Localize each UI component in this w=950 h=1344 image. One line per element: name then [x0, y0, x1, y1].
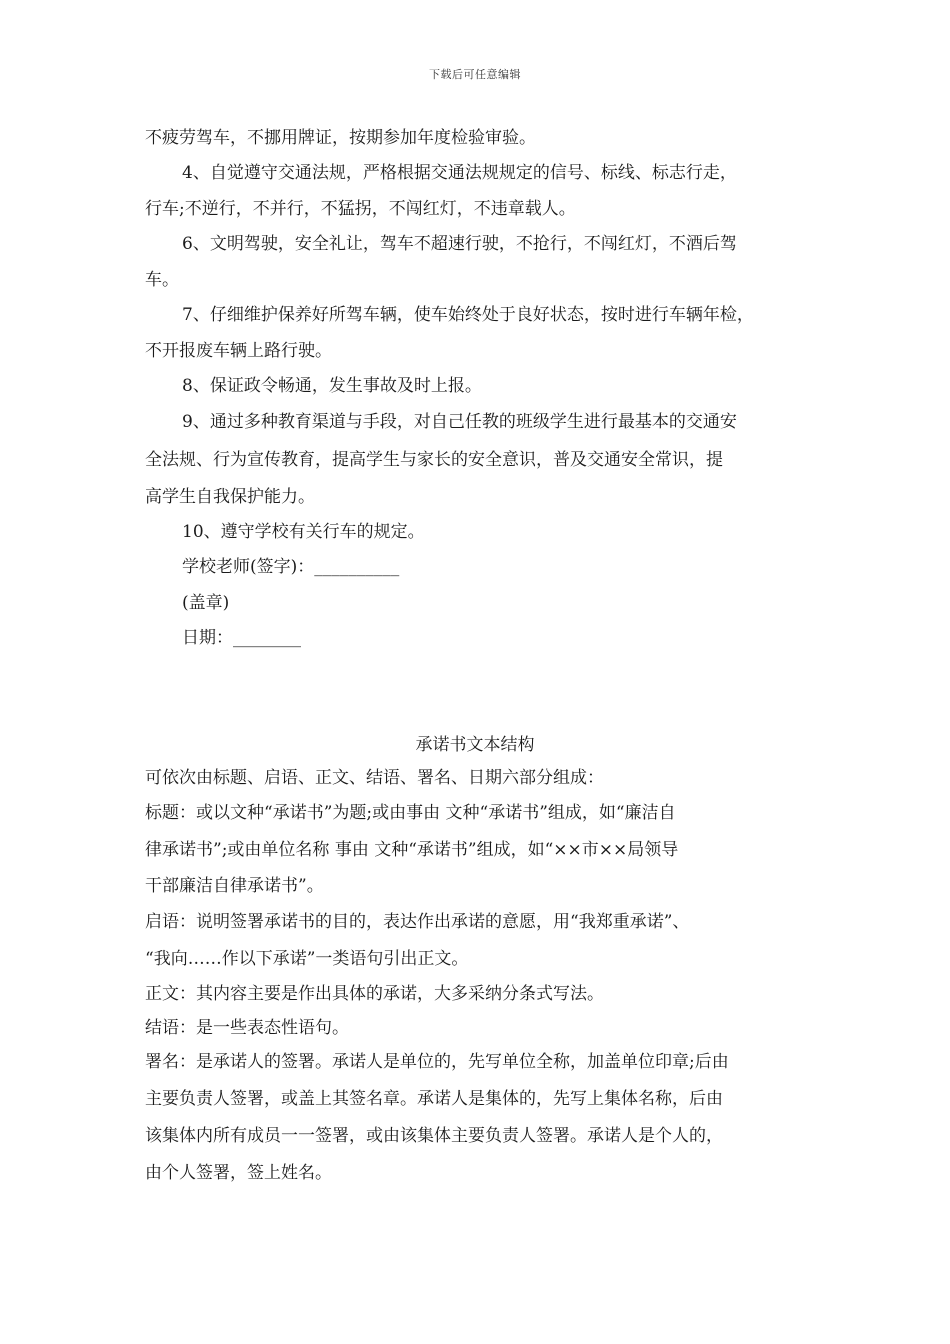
- date-line: 日期：________: [182, 628, 301, 648]
- paragraph-line: 干部廉洁自律承诺书”。: [145, 876, 324, 896]
- paragraph-line: 8、保证政令畅通，发生事故及时上报。: [182, 376, 482, 396]
- paragraph-line: 结语：是一些表态性语句。: [145, 1018, 349, 1038]
- paragraph-line: 正文：其内容主要是作出具体的承诺，大多采纳分条式写法。: [145, 984, 604, 1004]
- paragraph-line: 10、遵守学校有关行车的规定。: [182, 522, 425, 542]
- paragraph-line: 主要负责人签署，或盖上其签名章。承诺人是集体的，先写上集体名称，后由: [145, 1089, 723, 1109]
- paragraph-line: 可依次由标题、启语、正文、结语、署名、日期六部分组成：: [145, 768, 604, 788]
- paragraph-line: 7、仔细维护保养好所驾车辆，使车始终处于良好状态，按时进行车辆年检，: [182, 305, 754, 325]
- paragraph-line: 9、通过多种教育渠道与手段，对自己任教的班级学生进行最基本的交通安: [182, 412, 737, 432]
- paragraph-line: “我向……作以下承诺”一类语句引出正文。: [145, 949, 469, 969]
- paragraph-line: 标题：或以文种“承诺书”为题;或由事由 文种“承诺书”组成，如“廉洁自: [145, 803, 676, 823]
- paragraph-line: 不开报废车辆上路行驶。: [145, 341, 332, 361]
- paragraph-line: 律承诺书”;或由单位名称 事由 文种“承诺书”组成，如“××市××局领导: [145, 840, 679, 860]
- signature-line: 学校老师(签字)：__________: [182, 557, 400, 577]
- paragraph-line: 4、自觉遵守交通法规，严格根据交通法规规定的信号、标线、标志行走，: [182, 163, 737, 183]
- paragraph-line: 车。: [145, 270, 179, 290]
- page-header: 下载后可任意编辑: [429, 68, 521, 81]
- section-title: 承诺书文本结构: [415, 735, 535, 755]
- paragraph-line: 6、文明驾驶，安全礼让，驾车不超速行驶，不抢行，不闯红灯，不酒后驾: [182, 234, 737, 254]
- paragraph-line: 该集体内所有成员一一签署，或由该集体主要负责人签署。承诺人是个人的，: [145, 1126, 723, 1146]
- seal-line: (盖章): [182, 593, 230, 613]
- paragraph-line: 署名：是承诺人的签署。承诺人是单位的，先写单位全称，加盖单位印章;后由: [145, 1052, 729, 1072]
- paragraph-line: 由个人签署，签上姓名。: [145, 1163, 332, 1183]
- paragraph-line: 高学生自我保护能力。: [145, 487, 315, 507]
- paragraph-line: 行车;不逆行，不并行，不猛拐，不闯红灯，不违章载人。: [145, 199, 576, 219]
- paragraph-line: 全法规、行为宣传教育，提高学生与家长的安全意识，普及交通安全常识，提: [145, 450, 723, 470]
- paragraph-line: 不疲劳驾车，不挪用牌证，按期参加年度检验审验。: [145, 128, 536, 148]
- paragraph-line: 启语：说明签署承诺书的目的，表达作出承诺的意愿，用“我郑重承诺”、: [145, 912, 690, 932]
